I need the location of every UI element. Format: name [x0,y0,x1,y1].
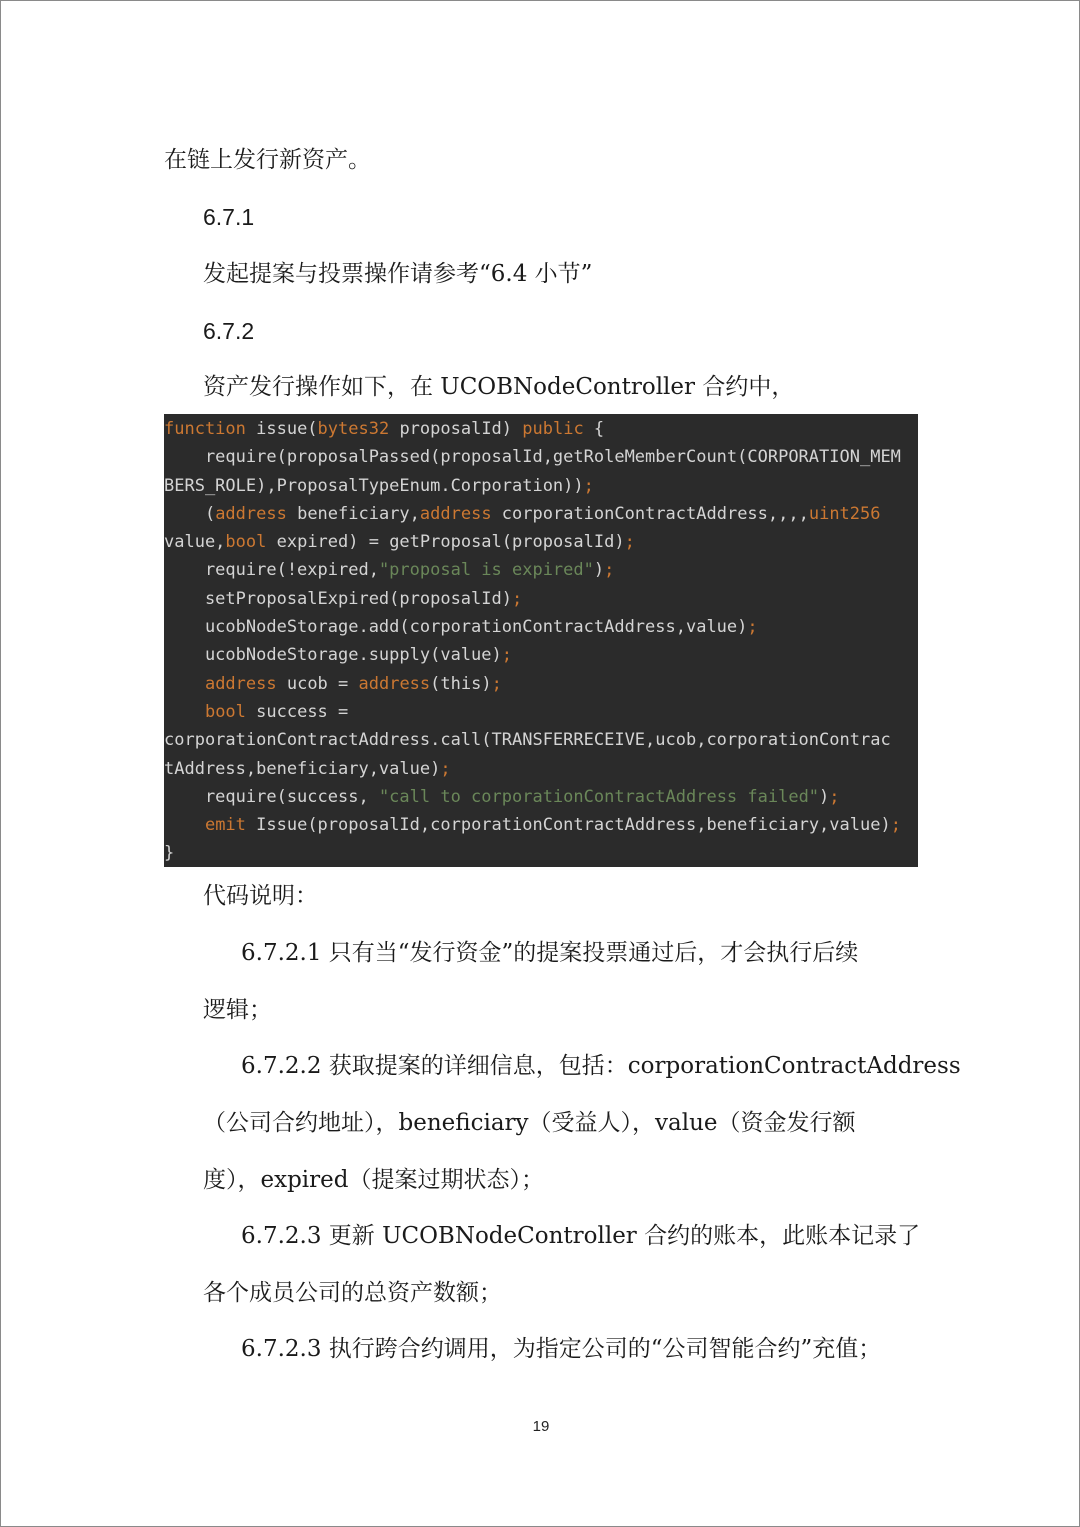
code-token: function [164,419,246,439]
code-token [164,702,205,722]
code-token: expired) = getProposal(proposalId) [266,532,625,553]
code-token: ucobNodeStorage.supply(value) [164,645,502,666]
code-token: ; [890,815,901,836]
code-token: emit [204,815,246,836]
code-token: tAddress,beneficiary,value) [164,758,441,779]
code-line [164,415,918,443]
code-token [164,815,205,835]
paragraph-point-2-line2: （公司合约地址），beneficiary（受益人），value（资金发行额 [203,1110,856,1136]
code-token: ) [819,786,830,807]
code-token: address [358,673,431,694]
code-token: ; [491,673,502,694]
code-token: success = [245,701,349,722]
code-line [164,613,918,641]
code-block [164,414,918,867]
code-token: ; [624,532,635,553]
code-token: bool [204,701,246,722]
code-token: ucobNodeStorage.add(corporationContractAddress,value) [164,617,748,638]
paragraph-point-2-line1: 6.7.2.2 获取提案的详细信息，包括：corporationContractAddress [241,1053,961,1079]
code-token: value, [164,532,226,553]
code-token: ; [512,588,523,609]
code-token: bytes32 [317,419,390,439]
code-token: uint256 [808,503,881,524]
paragraph-point-3-line2: 各个成员公司的总资产数额； [203,1280,502,1306]
code-token: require(!expired, [164,560,379,581]
code-line [164,500,918,528]
code-token: ; [604,560,615,581]
code-line [164,472,918,500]
code-line [164,726,918,754]
code-line [164,670,918,698]
code-line [164,641,918,669]
code-token: { [583,419,605,439]
code-line [164,755,918,783]
code-line [164,783,918,811]
section-heading-6-7-1: 6.7.1 [203,204,255,230]
code-token: require(success, [164,786,379,807]
code-line [164,556,918,584]
code-token: ( [164,503,216,524]
code-line [164,528,918,556]
code-line [164,443,918,471]
code-token: ) [593,560,605,581]
paragraph-point-2-line3: 度），expired（提案过期状态）； [203,1167,544,1193]
paragraph-issue-intro: 资产发行操作如下，在 UCOBNodeController 合约中， [203,374,795,400]
code-token: } [164,843,175,864]
code-token: issue( [245,419,318,439]
code-token: address [204,673,277,694]
paragraph-reference: 发起提案与投票操作请参考“6.4 小节” [203,261,593,287]
code-token: Issue(proposalId,corporationContractAddress,beneficiary,value) [245,815,891,836]
paragraph-point-4: 6.7.2.3 执行跨合约调用，为指定公司的“公司智能合约”充值； [241,1336,882,1362]
code-token: "call to corporationContractAddress failed" [378,786,820,807]
code-token: address [215,503,287,524]
page-number: 19 [532,1418,550,1435]
code-line [164,811,918,839]
paragraph-point-1-line2: 逻辑； [203,997,272,1023]
code-token: proposalId) [389,419,523,439]
code-token: address [419,503,492,524]
code-token: beneficiary, [286,503,420,524]
code-token: corporationContractAddress.call(TRANSFERRECEIVE,ucob,corporationContrac [164,730,891,751]
paragraph-intro: 在链上发行新资产。 [164,147,371,173]
code-token: ucob = [276,673,359,694]
section-heading-6-7-2: 6.7.2 [203,318,255,344]
code-token: setProposalExpired(proposalId) [164,588,512,609]
code-token: require(proposalPassed(proposalId,getRoleMemberCount(CORPORATION_MEM [164,447,901,468]
code-token: "proposal is expired" [378,560,594,581]
paragraph-point-3-line1: 6.7.2.3 更新 UCOBNodeController 合约的账本，此账本记录了 [241,1223,921,1249]
code-token: ; [583,475,594,496]
code-line [164,585,918,613]
code-line [164,698,918,726]
code-token: ; [829,786,840,807]
code-token: ; [501,645,513,666]
code-token: ; [440,758,451,779]
code-token: (this) [430,673,492,694]
code-token: BERS_ROLE),ProposalTypeEnum.Corporation)) [164,475,584,496]
code-token [164,674,205,694]
code-token: public [522,419,584,439]
code-line [164,839,918,867]
code-token: ; [747,617,758,638]
paragraph-point-1-line1: 6.7.2.1 只有当“发行资金”的提案投票通过后，才会执行后续 [241,940,859,966]
paragraph-code-explanation: 代码说明： [203,883,318,909]
code-token: bool [225,532,267,553]
code-token: corporationContractAddress,,,, [491,503,809,524]
